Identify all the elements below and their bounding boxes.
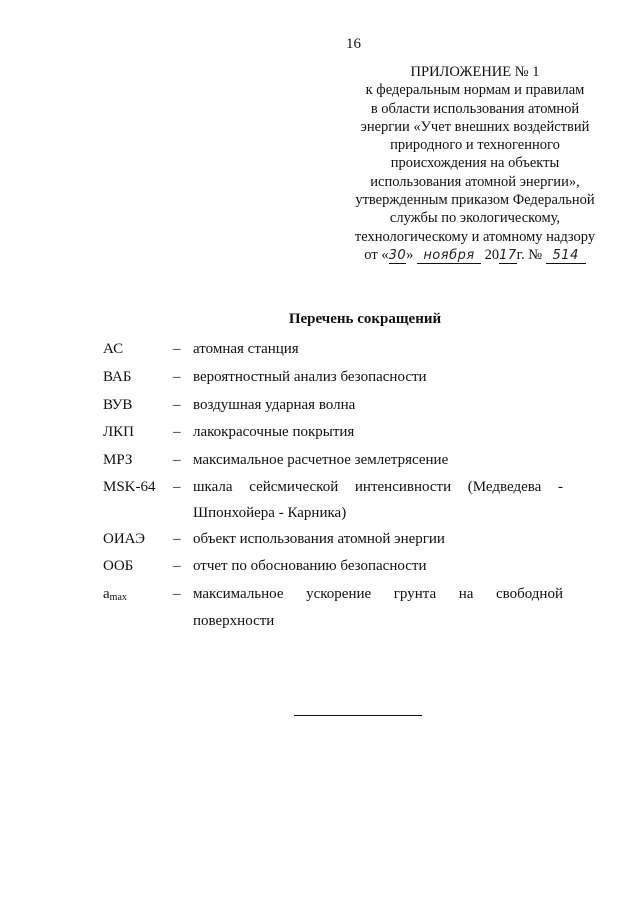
abbreviation-definition: лакокрасочные покрытия: [193, 424, 355, 440]
definition-continuation: Шпонхойера - Карника): [193, 505, 347, 521]
dash: –: [173, 452, 181, 468]
abbreviation-definition: максимальное ускорение грунта на свободной: [193, 586, 563, 602]
handwritten-year: 17: [499, 247, 517, 263]
appendix-line: природного и техногенного: [390, 137, 560, 154]
date-mid: »: [406, 246, 414, 263]
date-year-prefix: 20: [484, 246, 500, 263]
handwritten-order-number: 514: [546, 248, 586, 264]
appendix-line: к федеральным нормам и правилам: [365, 82, 585, 99]
appendix-line: утвержденным приказом Федеральной: [355, 192, 595, 209]
appendix-line: технологическому и атомному надзору: [354, 228, 596, 245]
dash: –: [173, 341, 181, 357]
abbreviation-definition: объект использования атомной энергии: [193, 531, 445, 547]
page-number: 16: [346, 36, 361, 52]
appendix-line: энергии «Учет внешних воздействий: [360, 118, 590, 135]
appendix-line: в области использования атомной: [370, 100, 580, 117]
term-subscript: max: [109, 592, 127, 603]
abbreviation-definition: вероятностный анализ безопасности: [193, 369, 427, 385]
date-prefix: от «: [364, 246, 389, 263]
dash: –: [173, 424, 181, 440]
dash: –: [173, 479, 181, 495]
definition-continuation: поверхности: [193, 613, 275, 629]
appendix-line: службы по экологическому,: [389, 210, 561, 227]
abbreviation-definition: отчет по обоснованию безопасности: [193, 558, 427, 574]
date-suffix: г. №: [516, 246, 543, 263]
dash: –: [173, 558, 181, 574]
appendix-line: использования атомной энергии»,: [370, 173, 580, 190]
abbreviation-term: ВАБ: [103, 369, 132, 385]
abbreviation-term: МРЗ: [103, 452, 133, 468]
abbreviation-term: ВУВ: [103, 397, 133, 413]
abbreviation-definition: максимальное расчетное землетрясение: [193, 452, 449, 468]
abbreviation-definition: воздушная ударная волна: [193, 397, 356, 413]
appendix-line: происхождения на объекты: [390, 155, 560, 172]
dash: –: [173, 531, 181, 547]
abbreviation-term: ЛКП: [103, 424, 135, 440]
closing-rule: [294, 715, 422, 716]
abbreviation-term: АС: [103, 341, 124, 357]
abbreviation-term: ООБ: [103, 558, 134, 574]
abbreviation-definition: шкала сейсмической интенсивности (Медведева -: [193, 479, 563, 495]
abbreviation-term: [103, 586, 127, 603]
term-base: a: [103, 586, 110, 602]
abbreviation-term: MSK-64: [103, 479, 156, 495]
abbreviation-definition: атомная станция: [193, 341, 299, 357]
appendix-line: ПРИЛОЖЕНИЕ № 1: [410, 64, 540, 80]
order-date-line: [330, 246, 620, 264]
handwritten-month: ноября: [417, 248, 481, 264]
dash: –: [173, 397, 181, 413]
dash: –: [173, 586, 181, 602]
appendix-header: [330, 63, 620, 264]
abbreviation-term: ОИАЭ: [103, 531, 146, 547]
handwritten-day: 30: [388, 247, 407, 263]
dash: –: [173, 369, 181, 385]
page-title: Перечень сокращений: [288, 311, 442, 327]
